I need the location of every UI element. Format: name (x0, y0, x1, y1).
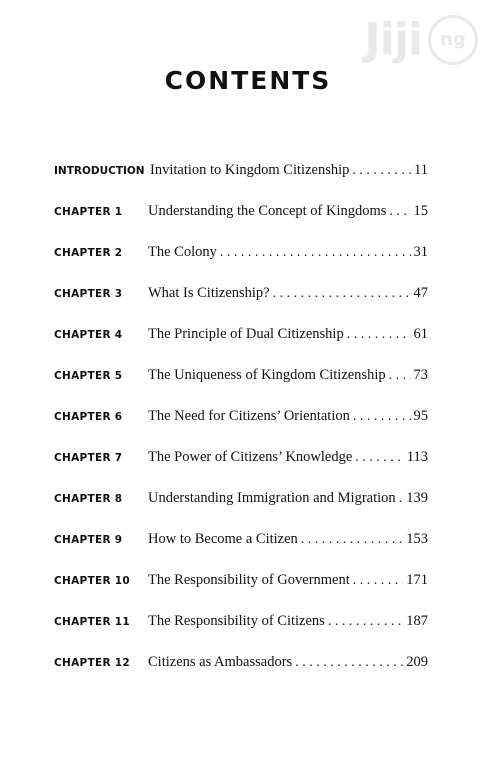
toc-title: The Need for Citizens’ Orientation (148, 408, 350, 424)
dot-leader (347, 327, 411, 343)
toc-row-chapter-11 (54, 601, 428, 642)
dot-leader (389, 204, 410, 220)
dot-leader (273, 286, 411, 302)
toc-label: CHAPTER 12 (54, 656, 131, 669)
toc-page-number: 113 (406, 449, 428, 465)
toc-row-chapter-1 (54, 191, 428, 232)
toc-label: CHAPTER 11 (54, 615, 131, 628)
dot-leader (353, 573, 403, 589)
dot-leader (301, 532, 403, 548)
toc-label: CHAPTER 7 (54, 451, 123, 464)
toc-page-number: 209 (406, 654, 428, 670)
toc-label: CHAPTER 4 (54, 328, 123, 341)
toc-title: Understanding Immigration and Migration (148, 490, 396, 506)
dot-leader (399, 491, 404, 507)
toc-row-chapter-10 (54, 560, 428, 601)
dot-leader (389, 368, 411, 384)
toc-row-chapter-12 (54, 642, 428, 683)
dot-leader (352, 163, 411, 179)
toc-page-number: 139 (406, 490, 428, 506)
toc-label: CHAPTER 9 (54, 533, 123, 546)
toc-label: CHAPTER 3 (54, 287, 123, 300)
toc-title: The Power of Citizens’ Knowledge (148, 449, 353, 465)
dot-leader (355, 450, 403, 466)
dot-leader (353, 409, 411, 425)
toc-page-number: 95 (413, 408, 428, 424)
toc-page-number: 153 (406, 531, 428, 547)
toc-label: CHAPTER 2 (54, 246, 123, 259)
toc-title: Invitation to Kingdom Citizenship (150, 162, 350, 178)
toc-row-chapter-5 (54, 355, 428, 396)
toc-page-number: 171 (406, 572, 428, 588)
toc-row-chapter-7 (54, 437, 428, 478)
toc-title: What Is Citizenship? (148, 285, 270, 301)
toc-page-number: 11 (414, 162, 428, 178)
toc-label: INTRODUCTION (54, 164, 145, 177)
toc-title: Citizens as Ambassadors (148, 654, 293, 670)
page-title: CONTENTS (164, 66, 332, 95)
toc-row-chapter-3 (54, 273, 428, 314)
toc-page-number: 187 (406, 613, 428, 629)
toc-title: How to Become a Citizen (148, 531, 298, 547)
toc-label: CHAPTER 10 (54, 574, 131, 587)
watermark-brand: Jiji (364, 14, 422, 65)
toc-row-chapter-8 (54, 478, 428, 519)
toc-row-chapter-2 (54, 232, 428, 273)
dot-leader (328, 614, 403, 630)
toc-page-number: 47 (413, 285, 428, 301)
toc-label: CHAPTER 8 (54, 492, 123, 505)
table-of-contents (54, 150, 428, 683)
toc-title: The Responsibility of Government (148, 572, 350, 588)
toc-title: The Colony (148, 244, 217, 260)
toc-title: The Uniqueness of Kingdom Citizenship (148, 367, 386, 383)
dot-leader (295, 655, 403, 671)
toc-row-introduction (54, 150, 428, 191)
toc-label: CHAPTER 5 (54, 369, 123, 382)
watermark-badge: ng (428, 15, 478, 65)
toc-page-number: 15 (413, 203, 428, 219)
toc-row-chapter-9 (54, 519, 428, 560)
watermark-logo (364, 14, 478, 65)
dot-leader (220, 245, 411, 261)
toc-title: The Responsibility of Citizens (148, 613, 325, 629)
toc-row-chapter-6 (54, 396, 428, 437)
toc-label: CHAPTER 1 (54, 205, 123, 218)
toc-title: The Principle of Dual Citizenship (148, 326, 344, 342)
toc-page-number: 73 (413, 367, 428, 383)
toc-label: CHAPTER 6 (54, 410, 123, 423)
toc-page-number: 61 (413, 326, 428, 342)
toc-row-chapter-4 (54, 314, 428, 355)
toc-title: Understanding the Concept of Kingdoms (148, 203, 387, 219)
toc-page-number: 31 (413, 244, 428, 260)
